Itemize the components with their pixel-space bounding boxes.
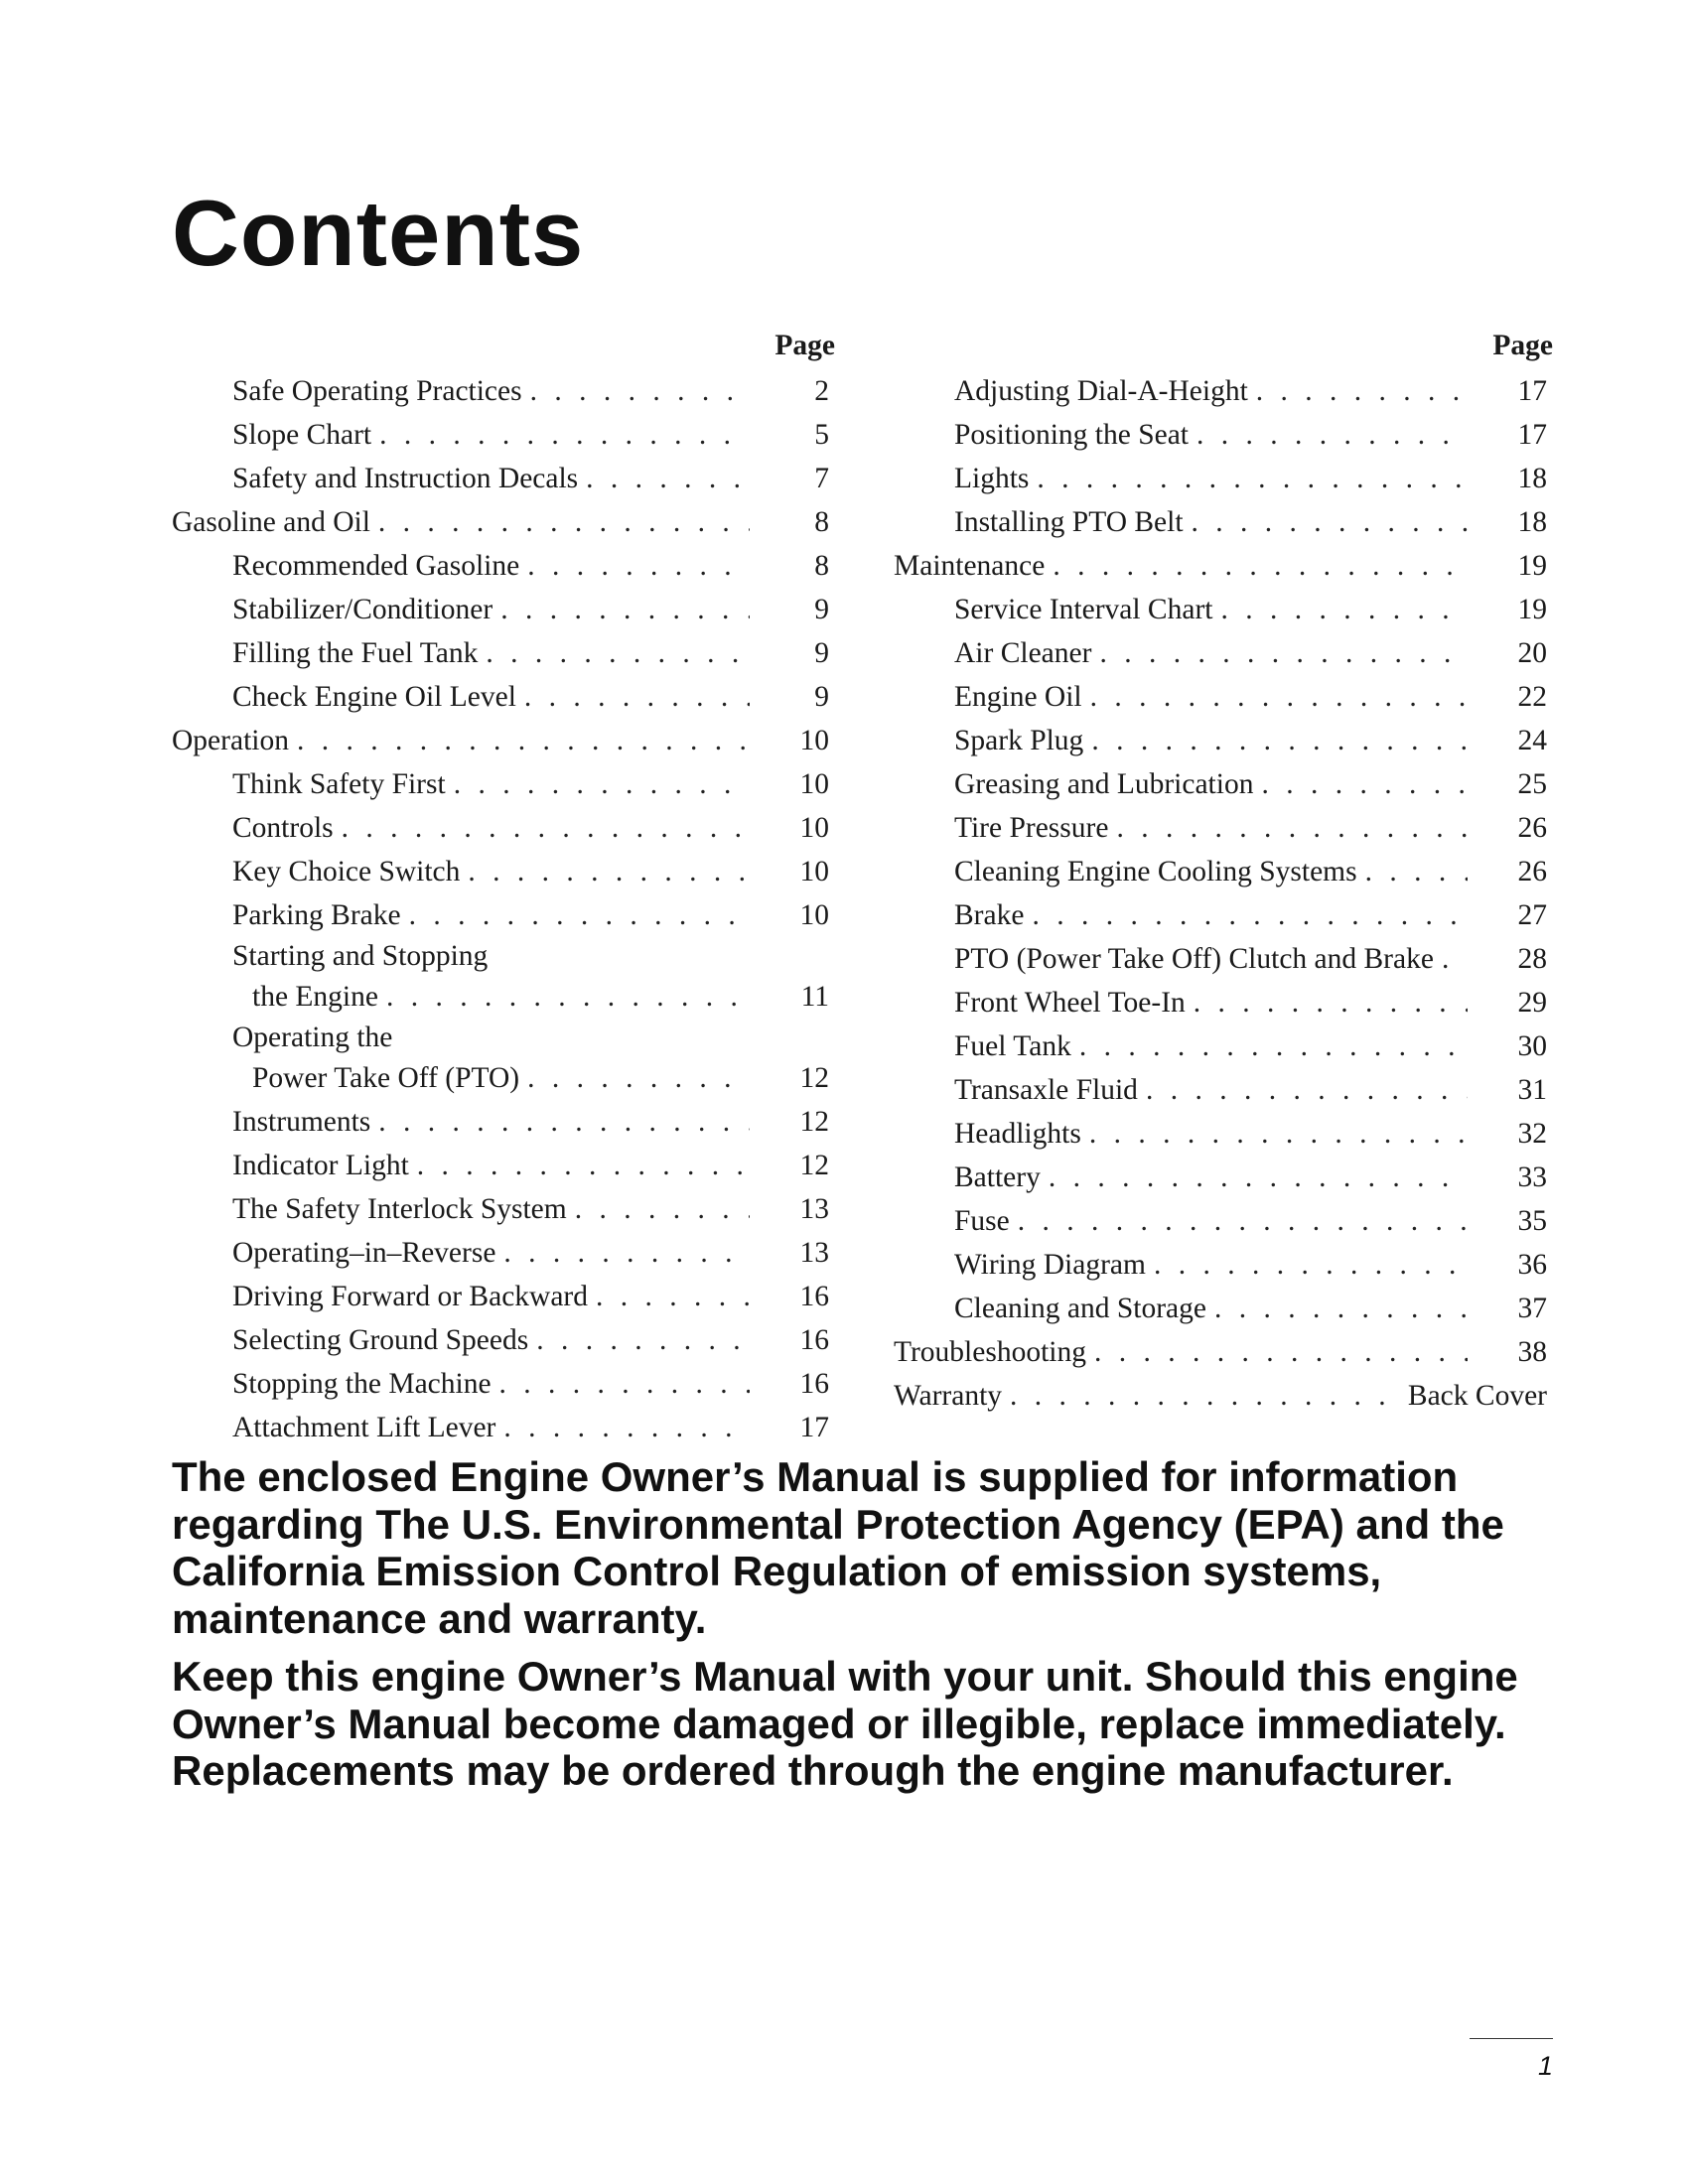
toc-entry[interactable] — [172, 369, 835, 413]
toc-entry-title: Indicator Light — [232, 1150, 409, 1181]
page-column-header: Page — [1492, 330, 1553, 361]
dot-leader — [1037, 457, 1468, 500]
dot-leader — [417, 1144, 750, 1187]
footer-rule — [1470, 2038, 1553, 2039]
toc-entry-title: Installing PTO Belt — [954, 506, 1184, 538]
toc-entry[interactable] — [894, 1156, 1553, 1199]
toc-entry-page: 29 — [1517, 987, 1547, 1019]
toc-entry-page: 19 — [1517, 550, 1547, 582]
toc-entry[interactable] — [172, 544, 835, 588]
toc-entry-page: 22 — [1517, 681, 1547, 713]
toc-entry-title: Lights — [954, 463, 1030, 494]
toc-entry-page: 16 — [799, 1368, 829, 1400]
toc-entry-page: 38 — [1517, 1336, 1547, 1368]
dot-leader — [500, 588, 750, 631]
dot-leader — [409, 893, 750, 937]
toc-entry-page: 8 — [814, 550, 829, 582]
toc-section[interactable] — [894, 1374, 1553, 1418]
toc-entry-page: 13 — [799, 1237, 829, 1269]
toc-entry-title: The Safety Interlock System — [232, 1193, 567, 1225]
toc-entry[interactable] — [172, 1318, 835, 1362]
toc-entry[interactable] — [894, 937, 1553, 981]
toc-entry-page: 12 — [799, 1106, 829, 1138]
dot-leader — [1256, 369, 1468, 413]
toc-entry[interactable] — [172, 762, 835, 806]
toc-entry[interactable] — [894, 675, 1553, 719]
toc-entry[interactable] — [894, 1199, 1553, 1243]
toc-entry-title-continued: Power Take Off (PTO) — [252, 1062, 520, 1094]
toc-entry-title: Starting and Stopping — [232, 940, 489, 972]
toc-entry-page: 10 — [799, 899, 829, 931]
page-title: Contents — [172, 181, 585, 285]
dot-leader — [1116, 806, 1468, 850]
toc-entry-title: Cleaning and Storage — [954, 1293, 1206, 1324]
toc-entry-title: Cleaning Engine Cooling Systems — [954, 856, 1357, 887]
toc-entry-page: 11 — [800, 981, 829, 1013]
toc-entry-title: Front Wheel Toe-In — [954, 987, 1186, 1019]
toc-entry[interactable] — [894, 1287, 1553, 1330]
toc-entry-page: 31 — [1517, 1074, 1547, 1106]
dot-leader — [486, 631, 750, 675]
toc-entry-page: 26 — [1517, 856, 1547, 887]
toc-entry-page: 10 — [799, 812, 829, 844]
toc-entry-page: 32 — [1517, 1118, 1547, 1150]
toc-entry-page: Back Cover — [1407, 1380, 1547, 1412]
toc-entry[interactable] — [172, 1019, 835, 1100]
dot-leader — [1220, 588, 1468, 631]
toc-entry-page: 9 — [814, 681, 829, 713]
page-number: 1 — [1537, 2051, 1553, 2081]
toc-entry[interactable] — [894, 457, 1553, 500]
toc-entry-page: 20 — [1517, 637, 1547, 669]
toc-entry[interactable] — [894, 762, 1553, 806]
manual-retention-notice: Keep this engine Owner’s Manual with your unit. Should this engine Owner’s Manual become damaged or illegible, replace immediately. Replacements may be ordered through the engine manufacturer. — [172, 1653, 1518, 1794]
toc-entry-title-continued: the Engine — [252, 981, 378, 1013]
dot-leader — [503, 1406, 750, 1449]
dot-leader — [1090, 675, 1468, 719]
toc-entry[interactable] — [172, 1187, 835, 1231]
dot-leader — [1010, 1374, 1390, 1418]
toc-entry-title: Fuel Tank — [954, 1030, 1071, 1062]
dot-leader — [1091, 719, 1468, 762]
dot-leader — [378, 1100, 750, 1144]
toc-entry-title: Key Choice Switch — [232, 856, 461, 887]
toc-entry-title: Instruments — [232, 1106, 371, 1138]
toc-entry[interactable] — [172, 893, 835, 937]
toc-entry[interactable] — [172, 850, 835, 893]
toc-entry-title: Filling the Fuel Tank — [232, 637, 479, 669]
toc-entry[interactable] — [172, 806, 835, 850]
toc-entry[interactable] — [172, 1406, 835, 1449]
toc-entry-title: Service Interval Chart — [954, 594, 1213, 625]
dot-leader — [1196, 413, 1468, 457]
toc-entry-title: Check Engine Oil Level — [232, 681, 516, 713]
toc-entry-title: Recommended Gasoline — [232, 550, 520, 582]
dot-leader — [1194, 981, 1468, 1024]
toc-entry[interactable] — [894, 806, 1553, 850]
toc-entry-page: 7 — [814, 463, 829, 494]
page-column-header: Page — [774, 330, 835, 361]
toc-entry-title: Headlights — [954, 1118, 1081, 1150]
toc-section[interactable] — [894, 544, 1553, 588]
toc-entry-page: 17 — [799, 1412, 829, 1443]
toc-entry-page: 18 — [1517, 463, 1547, 494]
toc-entry-page: 37 — [1517, 1293, 1547, 1324]
toc-section[interactable] — [172, 719, 835, 762]
dot-leader — [1442, 937, 1468, 981]
dot-leader — [596, 1275, 750, 1318]
toc-section[interactable] — [894, 1330, 1553, 1374]
dot-leader — [386, 975, 750, 1019]
dot-leader — [1154, 1243, 1468, 1287]
toc-entry[interactable] — [894, 631, 1553, 675]
toc-column-left — [172, 328, 835, 1449]
toc-entry-page: 27 — [1517, 899, 1547, 931]
toc-entry-page: 30 — [1517, 1030, 1547, 1062]
dot-leader — [527, 544, 750, 588]
toc-entry-title: Parking Brake — [232, 899, 401, 931]
toc-entry-page: 18 — [1517, 506, 1547, 538]
toc-section-title: Troubleshooting — [894, 1336, 1086, 1368]
dot-leader — [1053, 544, 1468, 588]
toc-entry[interactable] — [894, 893, 1553, 937]
toc-entry[interactable] — [894, 369, 1553, 413]
toc-entry[interactable] — [172, 1231, 835, 1275]
toc-entry-page: 12 — [799, 1150, 829, 1181]
toc-entry-title: PTO (Power Take Off) Clutch and Brake — [954, 943, 1434, 975]
toc-entry-title: Tire Pressure — [954, 812, 1109, 844]
toc-entry-page: 10 — [799, 725, 829, 756]
toc-entry-title: Wiring Diagram — [954, 1249, 1146, 1281]
toc-entry-page: 5 — [814, 419, 829, 451]
toc-entry-page: 10 — [799, 768, 829, 800]
toc-entry-page: 9 — [814, 637, 829, 669]
toc-entry-title: Fuse — [954, 1205, 1010, 1237]
dot-leader — [586, 457, 750, 500]
toc-entry[interactable] — [894, 1068, 1553, 1112]
dot-leader — [499, 1362, 750, 1406]
dot-leader — [454, 762, 750, 806]
toc-entry-title: Air Cleaner — [954, 637, 1092, 669]
toc-entry[interactable] — [894, 1112, 1553, 1156]
toc-entry-page: 36 — [1517, 1249, 1547, 1281]
dot-leader — [379, 413, 750, 457]
dot-leader — [1018, 1199, 1468, 1243]
toc-entry-page: 12 — [799, 1062, 829, 1094]
toc-entry-page: 35 — [1517, 1205, 1547, 1237]
dot-leader — [1049, 1156, 1468, 1199]
toc-entry-page: 10 — [799, 856, 829, 887]
dot-leader — [468, 850, 750, 893]
dot-leader — [1365, 850, 1468, 893]
toc-entry-title: Greasing and Lubrication — [954, 768, 1254, 800]
dot-leader — [1032, 893, 1468, 937]
toc-entry-title: Slope Chart — [232, 419, 372, 451]
toc-entry-page: 16 — [799, 1281, 829, 1312]
toc-entry-title: Controls — [232, 812, 334, 844]
toc-entry[interactable] — [894, 719, 1553, 762]
toc-entry[interactable] — [172, 675, 835, 719]
dot-leader — [524, 675, 750, 719]
toc-entry-title: Transaxle Fluid — [954, 1074, 1138, 1106]
toc-entry-title: Stabilizer/Conditioner — [232, 594, 493, 625]
toc-entry-page: 16 — [799, 1324, 829, 1356]
toc-entry[interactable] — [894, 850, 1553, 893]
toc-entry-title: Battery — [954, 1161, 1041, 1193]
dot-leader — [342, 806, 750, 850]
toc-entry-page: 9 — [814, 594, 829, 625]
toc-entry-page: 26 — [1517, 812, 1547, 844]
dot-leader — [536, 1318, 750, 1362]
toc-entry-page: 17 — [1517, 375, 1547, 407]
toc-entry-title: Attachment Lift Lever — [232, 1412, 496, 1443]
toc-entry-title: Engine Oil — [954, 681, 1082, 713]
dot-leader — [503, 1231, 750, 1275]
toc-entry-page: 25 — [1517, 768, 1547, 800]
toc-entry[interactable] — [172, 937, 835, 1019]
toc-section[interactable] — [172, 500, 835, 544]
toc-entry-title: Safety and Instruction Decals — [232, 463, 579, 494]
toc-section-title: Gasoline and Oil — [172, 506, 370, 538]
toc-entry-title: Think Safety First — [232, 768, 446, 800]
toc-entry-title: Operating the — [232, 1022, 393, 1053]
toc-entry[interactable] — [172, 588, 835, 631]
toc-entry-title: Spark Plug — [954, 725, 1084, 756]
toc-section-title: Maintenance — [894, 550, 1046, 582]
toc-entry-title: Adjusting Dial-A-Height — [954, 375, 1248, 407]
dot-leader — [1089, 1112, 1468, 1156]
dot-leader — [530, 369, 750, 413]
toc-entry[interactable] — [172, 413, 835, 457]
toc-entry-page: 24 — [1517, 725, 1547, 756]
toc-entry-page: 2 — [814, 375, 829, 407]
toc-entry[interactable] — [894, 1243, 1553, 1287]
dot-leader — [575, 1187, 750, 1231]
toc-entry-page: 19 — [1517, 594, 1547, 625]
epa-notice: The enclosed Engine Owner’s Manual is supplied for information regarding The U.S. Environmental Protection Agency (EPA) and the California Emission Control Regulation of emission systems, maintenance and warranty. — [172, 1453, 1504, 1642]
toc-entry-title: Operating–in–Reverse — [232, 1237, 496, 1269]
toc-entry-page: 17 — [1517, 419, 1547, 451]
toc-entry-title: Safe Operating Practices — [232, 375, 522, 407]
toc-entry-title: Stopping the Machine — [232, 1368, 492, 1400]
dot-leader — [1099, 631, 1468, 675]
toc-entry[interactable] — [172, 1100, 835, 1144]
dot-leader — [1146, 1068, 1468, 1112]
dot-leader — [1192, 500, 1468, 544]
toc-entry-page: 28 — [1517, 943, 1547, 975]
toc-entry[interactable] — [894, 1024, 1553, 1068]
toc-entry[interactable] — [894, 981, 1553, 1024]
dot-leader — [297, 719, 750, 762]
toc-entry-title: Positioning the Seat — [954, 419, 1189, 451]
toc-entry[interactable] — [172, 457, 835, 500]
toc-column-right — [894, 328, 1553, 1418]
toc-entry[interactable] — [172, 1362, 835, 1406]
toc-entry-page: 8 — [814, 506, 829, 538]
dot-leader — [1214, 1287, 1468, 1330]
toc-entry-title: Driving Forward or Backward — [232, 1281, 589, 1312]
dot-leader — [378, 500, 750, 544]
toc-entry[interactable] — [172, 1144, 835, 1187]
toc-entry-title: Selecting Ground Speeds — [232, 1324, 529, 1356]
dot-leader — [1079, 1024, 1468, 1068]
toc-entry-title: Brake — [954, 899, 1025, 931]
dot-leader — [1094, 1330, 1468, 1374]
toc-entry[interactable] — [894, 413, 1553, 457]
dot-leader — [527, 1056, 750, 1100]
toc-entry-page: 13 — [799, 1193, 829, 1225]
toc-section-title: Warranty — [894, 1380, 1003, 1412]
toc-entry[interactable] — [894, 500, 1553, 544]
toc-entry[interactable] — [172, 631, 835, 675]
toc-section-title: Operation — [172, 725, 289, 756]
toc-entry[interactable] — [172, 1275, 835, 1318]
toc-entry[interactable] — [894, 588, 1553, 631]
dot-leader — [1261, 762, 1468, 806]
toc-entry-page: 33 — [1517, 1161, 1547, 1193]
